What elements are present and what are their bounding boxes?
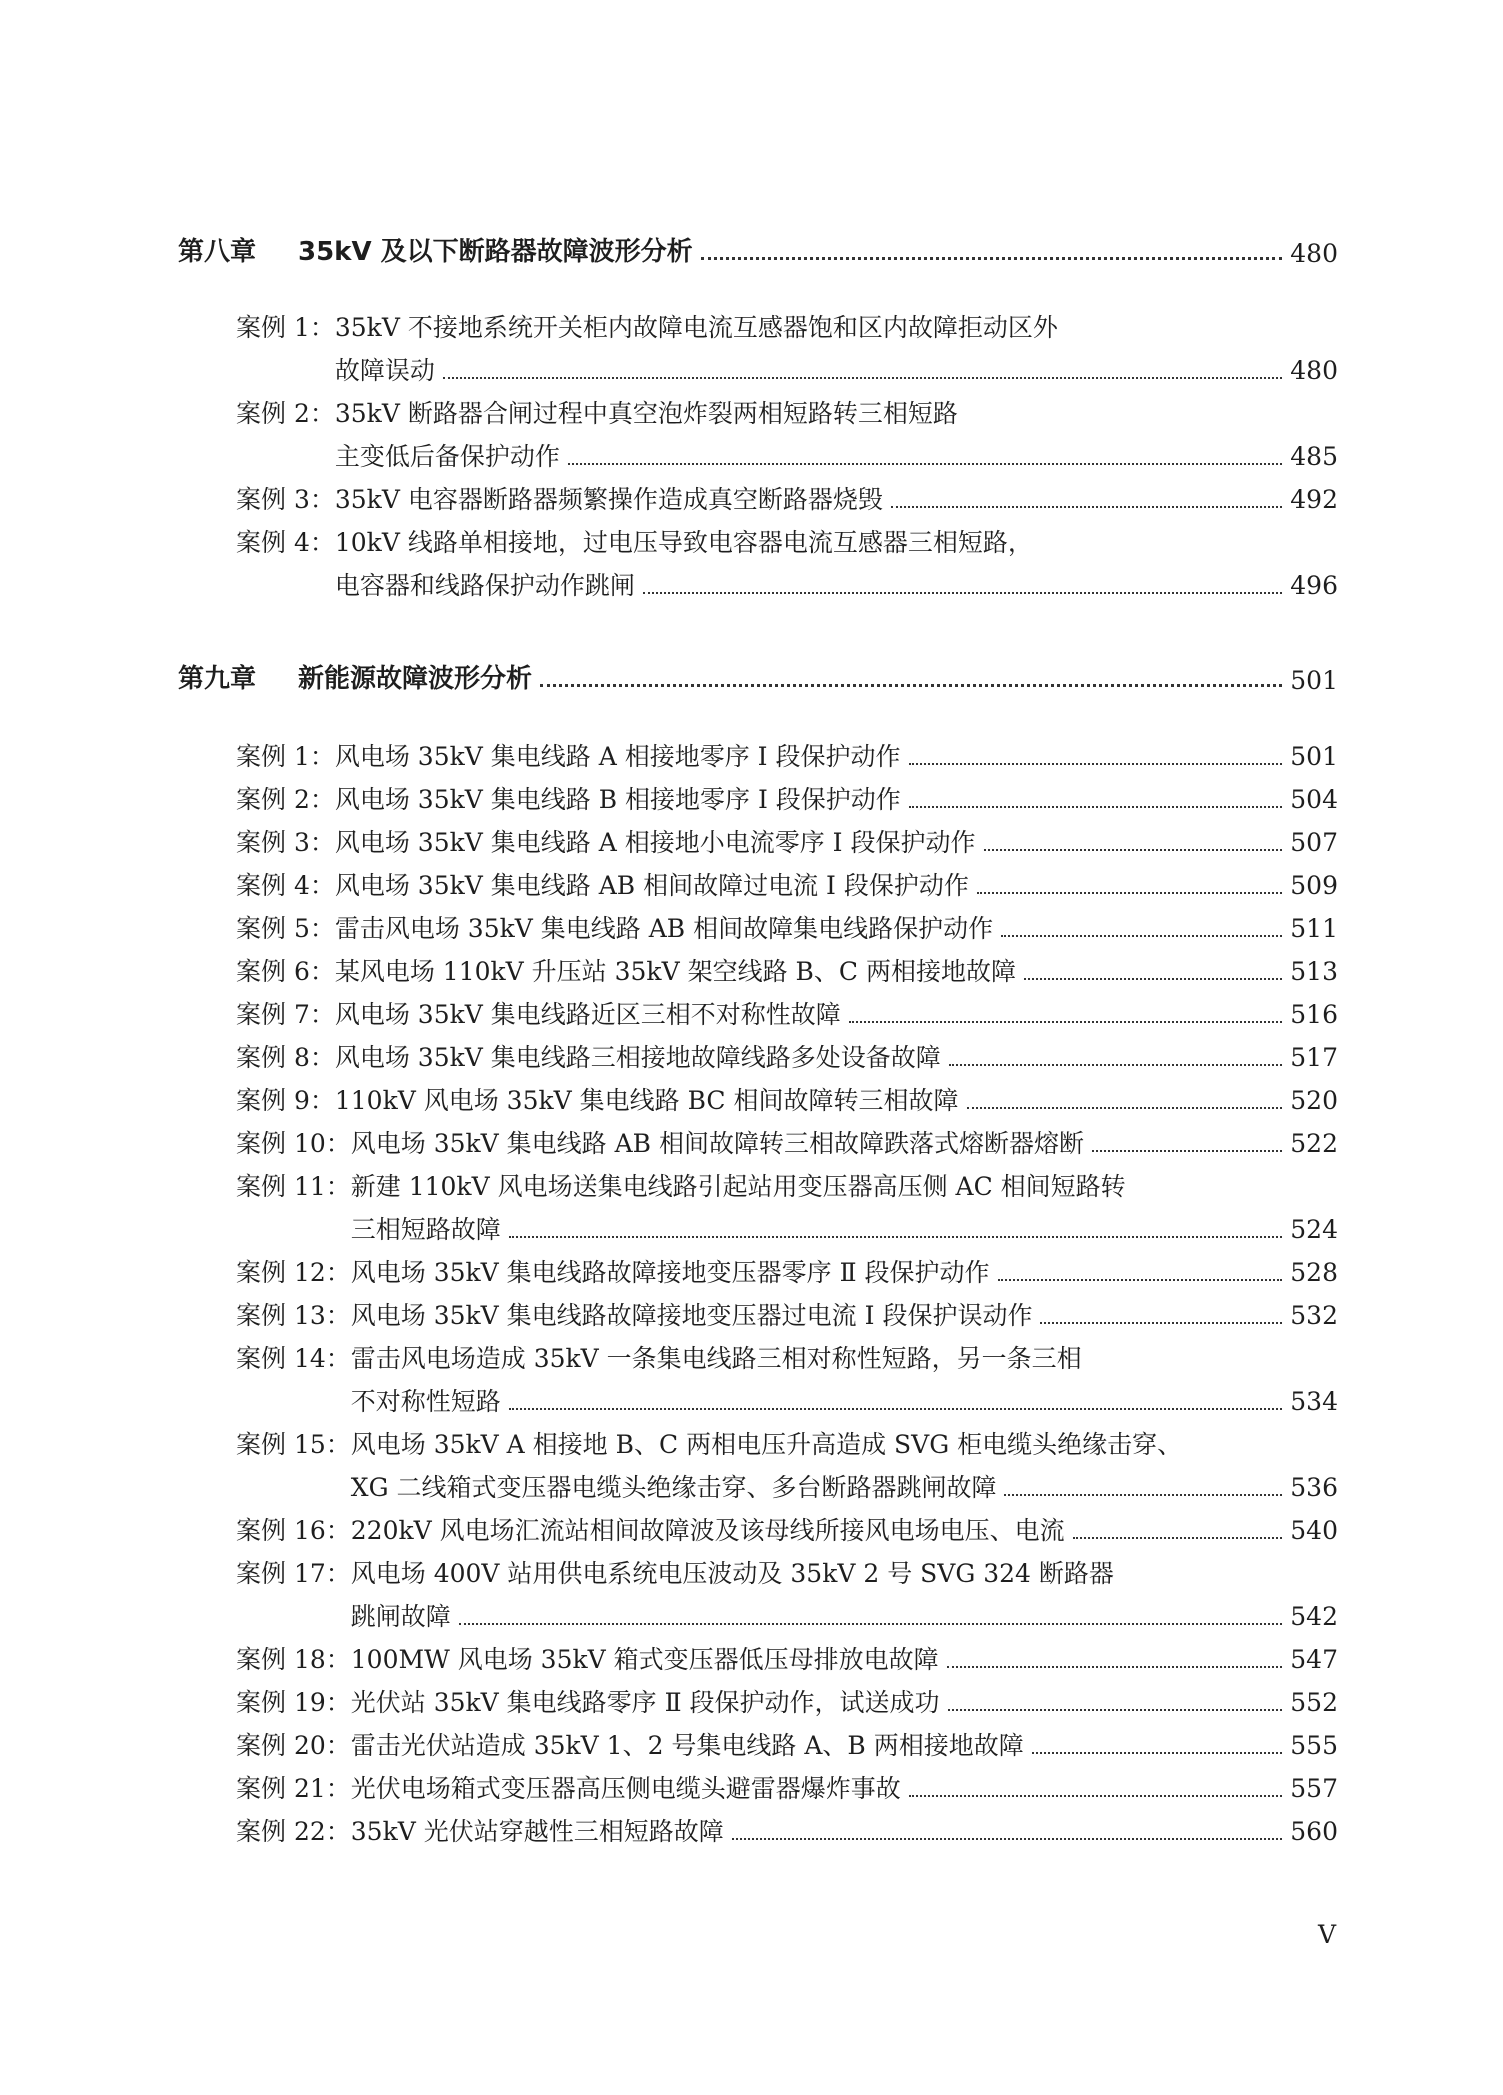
dot-leader xyxy=(1004,1494,1282,1496)
case-title-text: 风电场 35kV 集电线路三相接地故障线路多处设备故障 xyxy=(334,1043,941,1072)
case-label: 案例 10： xyxy=(236,1129,351,1158)
case-title-line xyxy=(335,821,1338,864)
case-page-number: 528 xyxy=(1290,1258,1338,1287)
case-page-number: 511 xyxy=(1290,914,1338,943)
case-label: 案例 5： xyxy=(236,914,335,943)
case-title-text: 雷击光伏站造成 35kV 1、2 号集电线路 A、B 两相接地故障 xyxy=(350,1731,1024,1760)
page-folio: V xyxy=(1318,1920,1337,1949)
case-title-line xyxy=(351,1380,1338,1423)
dot-leader xyxy=(947,1666,1283,1668)
case-title-text: 风电场 35kV A 相接地 B、C 两相电压升高造成 SVG 柜电缆头绝缘击穿、 xyxy=(350,1430,1183,1459)
case-title-line xyxy=(335,478,1338,521)
case-title-text: 三相短路故障 xyxy=(350,1215,501,1244)
case-entry[interactable] xyxy=(236,478,1338,521)
dot-leader xyxy=(1032,1752,1283,1754)
case-title-line xyxy=(335,1079,1338,1122)
case-page-number: 532 xyxy=(1290,1301,1338,1330)
case-title-text: 35kV 光伏站穿越性三相短路故障 xyxy=(350,1817,724,1846)
case-title-line xyxy=(351,1337,1338,1380)
chapter-entry[interactable] xyxy=(178,653,1338,695)
case-title-text: 跳闸故障 xyxy=(350,1602,451,1631)
case-entry[interactable] xyxy=(236,993,1338,1036)
case-title-line xyxy=(351,1595,1338,1638)
case-label: 案例 8： xyxy=(236,1043,335,1072)
dot-leader xyxy=(1001,935,1282,937)
case-entry[interactable] xyxy=(236,735,1338,778)
case-title-text: 电容器和线路保护动作跳闸 xyxy=(334,571,635,600)
case-title-text: 风电场 35kV 集电线路故障接地变压器过电流 Ⅰ 段保护误动作 xyxy=(350,1301,1033,1330)
dot-leader xyxy=(909,763,1283,765)
dot-leader xyxy=(732,1838,1283,1840)
case-label: 案例 6： xyxy=(236,957,335,986)
case-title-line xyxy=(335,392,1338,435)
case-page-number: 513 xyxy=(1290,957,1338,986)
case-page-number: 552 xyxy=(1290,1688,1338,1717)
chapter-number: 第九章 xyxy=(178,664,257,694)
case-title-text: 风电场 35kV 集电线路 A 相接地零序 Ⅰ 段保护动作 xyxy=(334,742,901,771)
case-entry[interactable] xyxy=(236,306,1338,392)
case-page-number: 496 xyxy=(1290,571,1338,600)
case-label: 案例 1： xyxy=(236,742,335,771)
case-page-number: 555 xyxy=(1290,1731,1338,1760)
case-page-number: 501 xyxy=(1290,742,1338,771)
case-title-line xyxy=(351,1423,1338,1466)
chapter-page-number: 501 xyxy=(1290,666,1338,695)
dot-leader xyxy=(509,1408,1283,1410)
case-title-text: 不对称性短路 xyxy=(350,1387,501,1416)
case-label: 案例 20： xyxy=(236,1731,351,1760)
dot-leader xyxy=(977,892,1282,894)
dot-leader xyxy=(540,684,1282,687)
chapter-entry[interactable] xyxy=(178,226,1338,268)
case-title-line xyxy=(335,864,1338,907)
case-title-text: 风电场 35kV 集电线路 AB 相间故障转三相故障跌落式熔断器熔断 xyxy=(350,1129,1084,1158)
case-entry[interactable] xyxy=(236,1079,1338,1122)
case-title-line xyxy=(335,306,1338,349)
dot-leader xyxy=(568,463,1282,465)
case-page-number: 540 xyxy=(1290,1516,1338,1545)
case-page-number: 536 xyxy=(1290,1473,1338,1502)
dot-leader xyxy=(1073,1537,1283,1539)
dot-leader xyxy=(949,1064,1283,1066)
chapter-title: 新能源故障波形分析 xyxy=(298,664,533,694)
case-page-number: 480 xyxy=(1290,356,1338,385)
case-page-number: 504 xyxy=(1290,785,1338,814)
case-title-line xyxy=(351,1767,1338,1810)
dot-leader xyxy=(443,377,1282,379)
case-entry[interactable] xyxy=(236,1251,1338,1294)
dot-leader xyxy=(849,1021,1283,1023)
dot-leader xyxy=(701,257,1283,260)
chapter-number: 第八章 xyxy=(178,237,257,267)
case-page-number: 509 xyxy=(1290,871,1338,900)
case-entry[interactable] xyxy=(236,1767,1338,1810)
case-page-number: 560 xyxy=(1290,1817,1338,1846)
case-title-line xyxy=(351,1681,1338,1724)
case-title-line xyxy=(335,521,1338,564)
case-page-number: 507 xyxy=(1290,828,1338,857)
case-entry[interactable] xyxy=(236,864,1338,907)
case-title-line xyxy=(351,1208,1338,1251)
case-title-text: XG 二线箱式变压器电缆头绝缘击穿、多台断路器跳闸故障 xyxy=(350,1473,997,1502)
case-label: 案例 17： xyxy=(236,1559,351,1588)
case-label: 案例 12： xyxy=(236,1258,351,1287)
case-page-number: 534 xyxy=(1290,1387,1338,1416)
case-label: 案例 13： xyxy=(236,1301,351,1330)
case-title-text: 光伏电场箱式变压器高压侧电缆头避雷器爆炸事故 xyxy=(350,1774,901,1803)
case-title-text: 光伏站 35kV 集电线路零序 Ⅱ 段保护动作，试送成功 xyxy=(350,1688,940,1717)
case-title-line xyxy=(351,1294,1338,1337)
case-page-number: 524 xyxy=(1290,1215,1338,1244)
case-title-line xyxy=(335,435,1338,478)
case-label: 案例 18： xyxy=(236,1645,351,1674)
case-label: 案例 2： xyxy=(236,399,335,428)
case-page-number: 485 xyxy=(1290,442,1338,471)
case-page-number: 542 xyxy=(1290,1602,1338,1631)
case-title-text: 雷击风电场 35kV 集电线路 AB 相间故障集电线路保护动作 xyxy=(334,914,994,943)
case-title-text: 100MW 风电场 35kV 箱式变压器低压母排放电故障 xyxy=(350,1645,939,1674)
case-title-text: 35kV 电容器断路器频繁操作造成真空断路器烧毁 xyxy=(334,485,883,514)
case-page-number: 492 xyxy=(1290,485,1338,514)
case-entry[interactable] xyxy=(236,1165,1338,1251)
case-title-text: 风电场 35kV 集电线路故障接地变压器零序 Ⅱ 段保护动作 xyxy=(350,1258,990,1287)
case-page-number: 557 xyxy=(1290,1774,1338,1803)
case-label: 案例 14： xyxy=(236,1344,351,1373)
dot-leader xyxy=(909,1795,1283,1797)
dot-leader xyxy=(998,1279,1283,1281)
case-page-number: 517 xyxy=(1290,1043,1338,1072)
case-title-text: 风电场 35kV 集电线路近区三相不对称性故障 xyxy=(334,1000,841,1029)
case-title-line xyxy=(351,1466,1338,1509)
case-title-line xyxy=(351,1552,1338,1595)
case-title-line xyxy=(335,950,1338,993)
case-label: 案例 11： xyxy=(236,1172,351,1201)
case-label: 案例 16： xyxy=(236,1516,351,1545)
case-title-line xyxy=(351,1122,1338,1165)
case-entry[interactable] xyxy=(236,1337,1338,1423)
case-title-line xyxy=(351,1638,1338,1681)
case-title-text: 220kV 风电场汇流站相间故障波及该母线所接风电场电压、电流 xyxy=(350,1516,1065,1545)
case-title-line xyxy=(335,735,1338,778)
case-label: 案例 3： xyxy=(236,485,335,514)
case-title-line xyxy=(335,349,1338,392)
chapter-title: 35kV 及以下断路器故障波形分析 xyxy=(298,237,693,267)
case-page-number: 522 xyxy=(1290,1129,1338,1158)
case-title-text: 35kV 断路器合闸过程中真空泡炸裂两相短路转三相短路 xyxy=(334,399,958,428)
case-label: 案例 3： xyxy=(236,828,335,857)
case-entry[interactable] xyxy=(236,1294,1338,1337)
case-label: 案例 9： xyxy=(236,1086,335,1115)
case-title-line xyxy=(335,564,1338,607)
case-entry[interactable] xyxy=(236,1509,1338,1552)
case-label: 案例 1： xyxy=(236,313,335,342)
case-entry[interactable] xyxy=(236,1036,1338,1079)
case-entry[interactable] xyxy=(236,1638,1338,1681)
dot-leader xyxy=(909,806,1282,808)
case-title-text: 某风电场 110kV 升压站 35kV 架空线路 B、C 两相接地故障 xyxy=(334,957,1016,986)
case-label: 案例 4： xyxy=(236,528,335,557)
case-label: 案例 2： xyxy=(236,785,335,814)
case-title-line xyxy=(351,1251,1338,1294)
case-title-line xyxy=(335,993,1338,1036)
dot-leader xyxy=(643,592,1282,594)
case-label: 案例 15： xyxy=(236,1430,351,1459)
case-label: 案例 19： xyxy=(236,1688,351,1717)
dot-leader xyxy=(459,1623,1283,1625)
dot-leader xyxy=(967,1107,1283,1109)
case-label: 案例 22： xyxy=(236,1817,351,1846)
case-title-text: 故障误动 xyxy=(334,356,435,385)
case-label: 案例 7： xyxy=(236,1000,335,1029)
case-title-line xyxy=(351,1810,1338,1853)
case-title-line xyxy=(335,1036,1338,1079)
case-label: 案例 21： xyxy=(236,1774,351,1803)
dot-leader xyxy=(984,849,1283,851)
case-title-line xyxy=(351,1509,1338,1552)
case-title-text: 风电场 35kV 集电线路 A 相接地小电流零序 Ⅰ 段保护动作 xyxy=(334,828,976,857)
case-page-number: 520 xyxy=(1290,1086,1338,1115)
case-entry[interactable] xyxy=(236,778,1338,821)
dot-leader xyxy=(1024,978,1282,980)
case-entry[interactable] xyxy=(236,1724,1338,1767)
case-page-number: 516 xyxy=(1290,1000,1338,1029)
case-title-text: 雷击风电场造成 35kV 一条集电线路三相对称性短路，另一条三相 xyxy=(350,1344,1082,1373)
dot-leader xyxy=(509,1236,1283,1238)
case-title-line xyxy=(335,778,1338,821)
case-entry[interactable] xyxy=(236,1552,1338,1638)
case-title-text: 35kV 不接地系统开关柜内故障电流互感器饱和区内故障拒动区外 xyxy=(334,313,1058,342)
case-title-text: 110kV 风电场 35kV 集电线路 BC 相间故障转三相故障 xyxy=(334,1086,959,1115)
dot-leader xyxy=(1040,1322,1282,1324)
case-title-line xyxy=(335,907,1338,950)
case-entry[interactable] xyxy=(236,950,1338,993)
case-title-text: 新建 110kV 风电场送集电线路引起站用变压器高压侧 AC 相间短路转 xyxy=(350,1172,1126,1201)
case-entry[interactable] xyxy=(236,1810,1338,1853)
case-title-text: 主变低后备保护动作 xyxy=(334,442,560,471)
case-entry[interactable] xyxy=(236,1423,1338,1509)
case-entry[interactable] xyxy=(236,392,1338,478)
dot-leader xyxy=(891,506,1282,508)
dot-leader xyxy=(1092,1150,1282,1152)
case-title-line xyxy=(351,1724,1338,1767)
case-page-number: 547 xyxy=(1290,1645,1338,1674)
case-title-text: 10kV 线路单相接地，过电压导致电容器电流互感器三相短路， xyxy=(334,528,1033,557)
case-title-line xyxy=(351,1165,1338,1208)
case-entry[interactable] xyxy=(236,1681,1338,1724)
dot-leader xyxy=(948,1709,1283,1711)
case-title-text: 风电场 400V 站用供电系统电压波动及 35kV 2 号 SVG 324 断路器 xyxy=(350,1559,1114,1588)
case-title-text: 风电场 35kV 集电线路 AB 相间故障过电流 Ⅰ 段保护动作 xyxy=(334,871,969,900)
case-entry[interactable] xyxy=(236,521,1338,607)
table-of-contents xyxy=(178,226,1338,1853)
chapter-page-number: 480 xyxy=(1290,239,1338,268)
case-entry[interactable] xyxy=(236,907,1338,950)
case-title-text: 风电场 35kV 集电线路 B 相接地零序 Ⅰ 段保护动作 xyxy=(334,785,901,814)
case-label: 案例 4： xyxy=(236,871,335,900)
case-entry[interactable] xyxy=(236,1122,1338,1165)
case-entry[interactable] xyxy=(236,821,1338,864)
